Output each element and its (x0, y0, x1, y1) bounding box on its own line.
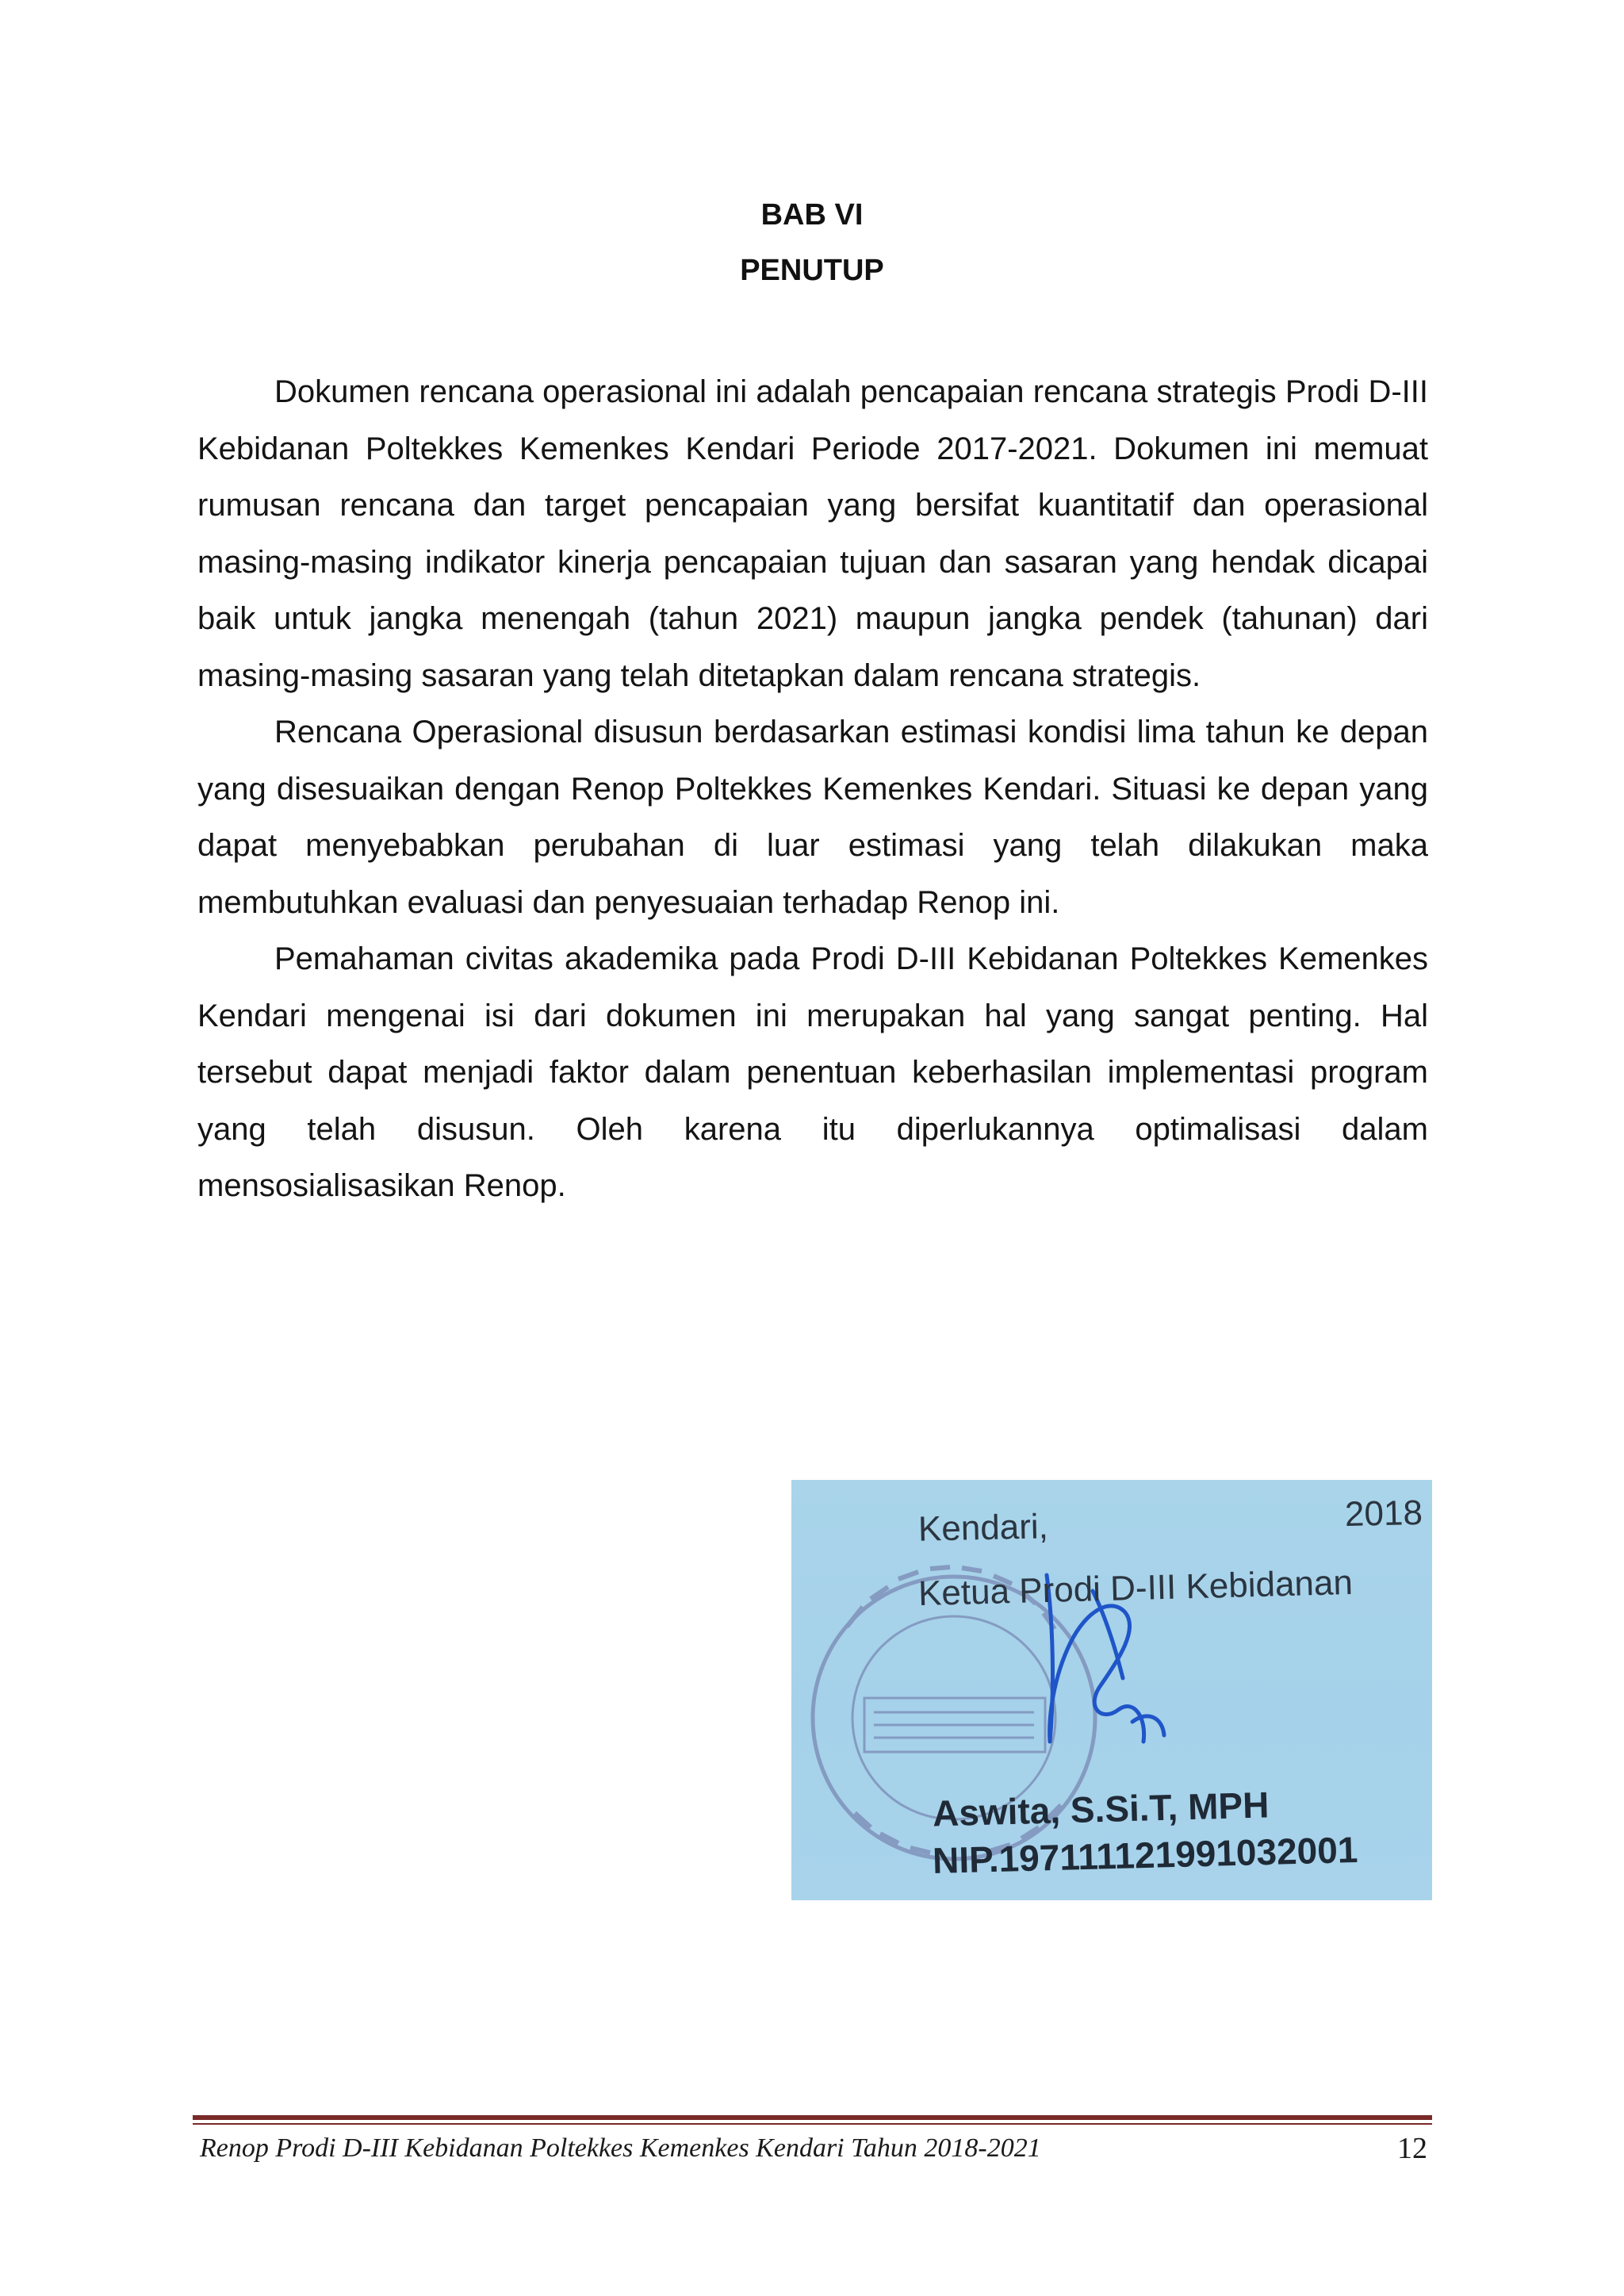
paragraph-3: Pemahaman civitas akademika pada Prodi D-III Kebidanan Poltekkes Kemenkes Kendari mengenai isi dari dokumen ini merupakan hal yang sangat penting. Hal tersebut dapat menjadi faktor dalam penentuan keberhasilan implementasi program yang telah disusun. Oleh karena itu diperlukannya optimalisasi dalam mensosialisasikan Renop. (197, 941, 1428, 1203)
chapter-title: PENUTUP (740, 254, 884, 287)
signatory-name: Aswita, S.Si.T, MPH (932, 1784, 1270, 1834)
signature-year: 2018 (1344, 1493, 1423, 1535)
body-text (197, 364, 1428, 1215)
footer-divider (193, 2115, 1432, 2120)
signatory-nip: NIP.197111121991032001 (932, 1828, 1359, 1882)
page-number: 12 (1397, 2132, 1427, 2165)
footer-text: Renop Prodi D-III Kebidanan Poltekkes Kemenkes Kendari Tahun 2018-2021 (200, 2133, 1041, 2163)
footer-divider-thin (193, 2123, 1432, 2125)
signatory-position: Ketua Prodi D-III Kebidanan (917, 1562, 1354, 1614)
signature-photo (791, 1480, 1432, 1900)
signature-place: Kendari, (917, 1507, 1049, 1549)
chapter-number: BAB VI (760, 198, 864, 232)
paragraph-1: Dokumen rencana operasional ini adalah pencapaian rencana strategis Prodi D-III Kebidanan Poltekkes Kemenkes Kendari Periode 2017-2021. Dokumen ini memuat rumusan rencana dan target pencapaian yang bersifat kuantitatif dan operasional masing-masing indikator kinerja pencapaian tujuan dan sasaran yang hendak dicapai baik untuk jangka menengah (tahun 2021) maupun jangka pendek (tahunan) dari masing-masing sasaran yang telah ditetapkan dalam rencana strategis. (197, 374, 1428, 693)
paragraph-2: Rencana Operasional disusun berdasarkan estimasi kondisi lima tahun ke depan yang disesuaikan dengan Renop Poltekkes Kemenkes Kendari. Situasi ke depan yang dapat menyebabkan perubahan di luar estimasi yang telah dilakukan maka membutuhkan evaluasi dan penyesuaian terhadap Renop ini. (197, 715, 1428, 920)
